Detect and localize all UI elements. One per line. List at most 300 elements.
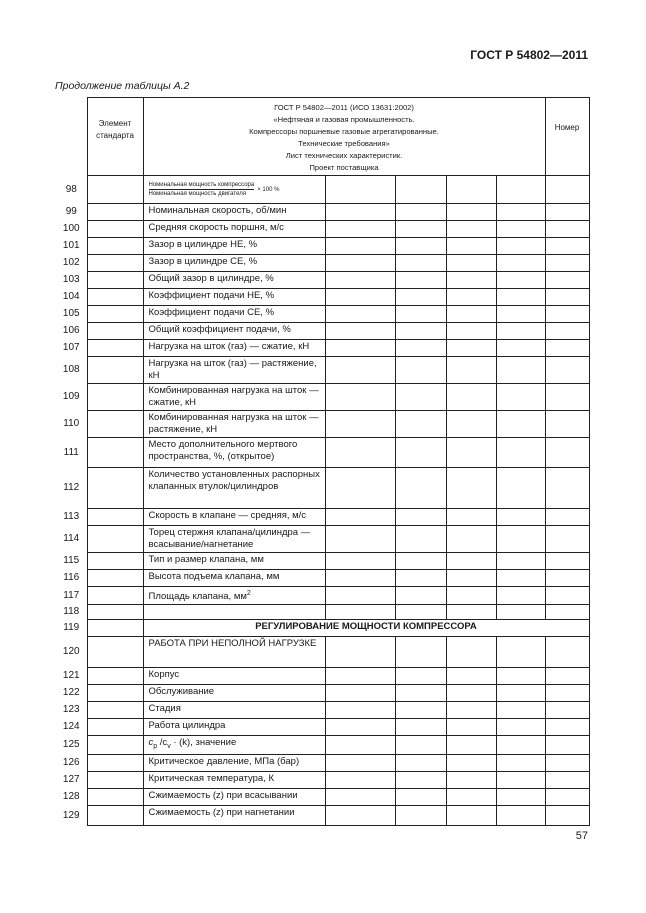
element-cell bbox=[87, 468, 143, 509]
value-cell bbox=[325, 272, 395, 289]
value-cell bbox=[446, 340, 496, 357]
value-cell bbox=[446, 605, 496, 620]
value-cell bbox=[446, 789, 496, 806]
value-cell bbox=[325, 526, 395, 553]
specification-table bbox=[56, 97, 590, 826]
table-caption: Продолжение таблицы А.2 bbox=[55, 80, 190, 92]
value-cell bbox=[446, 570, 496, 587]
number-gutter bbox=[56, 98, 87, 176]
value-cell bbox=[395, 438, 446, 468]
value-cell bbox=[325, 736, 395, 755]
value-cell bbox=[545, 384, 589, 411]
row-description: Сжимаемость (z) при всасывании bbox=[143, 789, 325, 806]
value-cell bbox=[496, 526, 545, 553]
row-description: Стадия bbox=[143, 702, 325, 719]
value-cell bbox=[325, 587, 395, 605]
element-cell bbox=[87, 755, 143, 772]
row-description: Критическая температура, К bbox=[143, 772, 325, 789]
table-row bbox=[56, 702, 589, 719]
row-number: 103 bbox=[56, 272, 87, 289]
element-cell bbox=[87, 509, 143, 526]
table-row bbox=[56, 587, 589, 605]
value-cell bbox=[545, 553, 589, 570]
row-text: Скорость в клапане — средняя, м/с bbox=[148, 510, 307, 521]
row-description bbox=[143, 526, 325, 553]
row-number: 122 bbox=[56, 685, 87, 702]
value-cell bbox=[496, 468, 545, 509]
element-cell bbox=[87, 255, 143, 272]
value-cell bbox=[545, 570, 589, 587]
element-cell bbox=[87, 323, 143, 340]
superscript: 2 bbox=[246, 590, 251, 597]
table-row bbox=[56, 637, 589, 668]
value-cell bbox=[446, 238, 496, 255]
element-cell bbox=[87, 176, 143, 204]
row-number: 107 bbox=[56, 340, 87, 357]
value-cell bbox=[545, 204, 589, 221]
row-text: /c bbox=[157, 737, 168, 749]
row-number: 116 bbox=[56, 570, 87, 587]
title-line: «Нефтяная и газовая промышленность. bbox=[273, 115, 415, 124]
row-number: 109 bbox=[56, 384, 87, 411]
table-row bbox=[56, 438, 589, 468]
value-cell bbox=[395, 553, 446, 570]
value-cell bbox=[325, 685, 395, 702]
row-text: · (k), значение bbox=[170, 737, 237, 749]
value-cell bbox=[496, 384, 545, 411]
row-description bbox=[143, 411, 325, 438]
value-cell bbox=[395, 755, 446, 772]
row-text: Нагрузка на шток (газ) — сжатие, кН bbox=[148, 341, 310, 352]
row-number: 99 bbox=[56, 204, 87, 221]
value-cell bbox=[395, 272, 446, 289]
value-cell bbox=[446, 411, 496, 438]
row-number: 104 bbox=[56, 289, 87, 306]
table-row bbox=[56, 755, 589, 772]
value-cell bbox=[395, 719, 446, 736]
row-number: 113 bbox=[56, 509, 87, 526]
title-line: ГОСТ Р 54802—2011 (ИСО 13631:2002) bbox=[274, 103, 414, 112]
value-cell bbox=[446, 587, 496, 605]
value-cell bbox=[496, 176, 545, 204]
element-cell bbox=[87, 719, 143, 736]
value-cell bbox=[545, 637, 589, 668]
value-cell bbox=[395, 357, 446, 384]
value-cell bbox=[496, 605, 545, 620]
table-row bbox=[56, 323, 589, 340]
value-cell bbox=[446, 755, 496, 772]
value-cell bbox=[325, 509, 395, 526]
row-description bbox=[143, 468, 325, 509]
row-text: Место дополнительного мертвого пространства, %, (открытое) bbox=[148, 439, 298, 462]
value-cell bbox=[446, 553, 496, 570]
value-cell bbox=[395, 468, 446, 509]
value-cell bbox=[496, 509, 545, 526]
value-cell bbox=[325, 176, 395, 204]
row-description bbox=[143, 570, 325, 587]
row-number: 100 bbox=[56, 221, 87, 238]
element-cell bbox=[87, 411, 143, 438]
value-cell bbox=[395, 289, 446, 306]
row-description bbox=[143, 509, 325, 526]
value-cell bbox=[545, 340, 589, 357]
value-cell bbox=[395, 789, 446, 806]
value-cell bbox=[325, 357, 395, 384]
value-cell bbox=[496, 411, 545, 438]
value-cell bbox=[395, 306, 446, 323]
value-cell bbox=[446, 685, 496, 702]
table-header-row bbox=[56, 98, 589, 176]
value-cell bbox=[395, 702, 446, 719]
row-text: c bbox=[148, 737, 154, 749]
row-number: 110 bbox=[56, 411, 87, 438]
value-cell bbox=[395, 238, 446, 255]
element-cell bbox=[87, 789, 143, 806]
row-description bbox=[143, 438, 325, 468]
standard-code: ГОСТ Р 54802—2011 bbox=[470, 48, 588, 62]
value-cell bbox=[496, 340, 545, 357]
value-cell bbox=[446, 289, 496, 306]
value-cell bbox=[545, 323, 589, 340]
value-cell bbox=[496, 587, 545, 605]
element-cell bbox=[87, 272, 143, 289]
row-number: 124 bbox=[56, 719, 87, 736]
row-number: 123 bbox=[56, 702, 87, 719]
row-description bbox=[143, 272, 325, 289]
title-line: Проект поставщика bbox=[309, 163, 379, 172]
table-row bbox=[56, 789, 589, 806]
value-cell bbox=[325, 438, 395, 468]
value-cell bbox=[545, 411, 589, 438]
row-description: Критическое давление, МПа (бар) bbox=[143, 755, 325, 772]
formula-denominator: Номинальная мощность двигателя bbox=[148, 191, 246, 197]
table-row bbox=[56, 289, 589, 306]
row-number: 117 bbox=[56, 587, 87, 605]
element-cell bbox=[87, 221, 143, 238]
table-row bbox=[56, 411, 589, 438]
table-row bbox=[56, 357, 589, 384]
row-number: 118 bbox=[56, 605, 87, 620]
value-cell bbox=[325, 806, 395, 826]
value-cell bbox=[496, 306, 545, 323]
row-number: 126 bbox=[56, 755, 87, 772]
table-row bbox=[56, 272, 589, 289]
value-cell bbox=[446, 806, 496, 826]
element-cell bbox=[87, 736, 143, 755]
row-number: 125 bbox=[56, 736, 87, 755]
value-cell bbox=[496, 789, 545, 806]
row-number: 114 bbox=[56, 526, 87, 553]
row-description bbox=[143, 736, 325, 755]
title-line: Лист технических характеристик. bbox=[285, 151, 403, 160]
row-description bbox=[143, 340, 325, 357]
value-cell bbox=[446, 357, 496, 384]
value-cell bbox=[545, 719, 589, 736]
value-cell bbox=[496, 438, 545, 468]
element-cell bbox=[87, 526, 143, 553]
row-number: 98 bbox=[56, 176, 87, 204]
value-cell bbox=[496, 755, 545, 772]
page-number: 57 bbox=[575, 830, 588, 842]
table-row bbox=[56, 620, 589, 637]
value-cell bbox=[446, 221, 496, 238]
value-cell bbox=[325, 306, 395, 323]
table-row bbox=[56, 509, 589, 526]
value-cell bbox=[446, 255, 496, 272]
element-cell bbox=[87, 570, 143, 587]
value-cell bbox=[545, 357, 589, 384]
element-cell bbox=[87, 702, 143, 719]
row-text: Коэффициент подачи НЕ, % bbox=[148, 290, 275, 301]
value-cell bbox=[446, 736, 496, 755]
value-cell bbox=[496, 553, 545, 570]
value-cell bbox=[325, 755, 395, 772]
value-cell bbox=[325, 289, 395, 306]
value-cell bbox=[496, 357, 545, 384]
row-description: Работа цилиндра bbox=[143, 719, 325, 736]
row-text: Высота подъема клапана, мм bbox=[148, 571, 280, 582]
table-row bbox=[56, 719, 589, 736]
row-description bbox=[143, 323, 325, 340]
table-row bbox=[56, 238, 589, 255]
value-cell bbox=[395, 668, 446, 685]
value-cell bbox=[446, 176, 496, 204]
value-cell bbox=[496, 238, 545, 255]
value-cell bbox=[545, 306, 589, 323]
value-cell bbox=[496, 323, 545, 340]
row-number: 128 bbox=[56, 789, 87, 806]
value-cell bbox=[325, 772, 395, 789]
formula-numerator: Номинальная мощность компрессора bbox=[148, 182, 255, 188]
row-text: Средняя скорость поршня, м/с bbox=[148, 222, 284, 233]
element-cell bbox=[87, 289, 143, 306]
value-cell bbox=[446, 668, 496, 685]
value-cell bbox=[496, 221, 545, 238]
element-cell bbox=[87, 340, 143, 357]
value-cell bbox=[395, 772, 446, 789]
row-text: Общий коэффициент подачи, % bbox=[148, 324, 291, 335]
row-description bbox=[143, 221, 325, 238]
row-text: Номинальная скорость, об/мин bbox=[148, 205, 287, 216]
row-text: Нагрузка на шток (газ) — растяжение, кН bbox=[148, 358, 317, 381]
value-cell bbox=[496, 668, 545, 685]
table-row bbox=[56, 176, 589, 204]
value-cell bbox=[545, 772, 589, 789]
table-row bbox=[56, 468, 589, 509]
value-cell bbox=[395, 685, 446, 702]
section-title: РЕГУЛИРОВАНИЕ МОЩНОСТИ КОМПРЕССОРА bbox=[143, 620, 589, 637]
table-row bbox=[56, 668, 589, 685]
value-cell bbox=[325, 238, 395, 255]
row-number: 121 bbox=[56, 668, 87, 685]
table-row bbox=[56, 526, 589, 553]
value-cell bbox=[496, 289, 545, 306]
value-cell bbox=[496, 204, 545, 221]
value-cell bbox=[545, 736, 589, 755]
value-cell bbox=[446, 384, 496, 411]
row-description: Корпус bbox=[143, 668, 325, 685]
value-cell bbox=[395, 340, 446, 357]
formula-cell bbox=[143, 176, 325, 204]
row-description bbox=[143, 306, 325, 323]
element-cell bbox=[87, 384, 143, 411]
element-cell bbox=[87, 357, 143, 384]
row-number: 112 bbox=[56, 468, 87, 509]
element-cell bbox=[87, 668, 143, 685]
value-cell bbox=[325, 411, 395, 438]
table-row bbox=[56, 384, 589, 411]
value-cell bbox=[446, 772, 496, 789]
value-cell bbox=[446, 637, 496, 668]
value-cell bbox=[446, 204, 496, 221]
table-row bbox=[56, 685, 589, 702]
row-description bbox=[143, 587, 325, 605]
value-cell bbox=[325, 719, 395, 736]
row-description bbox=[143, 289, 325, 306]
value-cell bbox=[496, 272, 545, 289]
element-cell bbox=[87, 685, 143, 702]
row-text: Комбинированная нагрузка на шток — растяжение, кН bbox=[148, 412, 319, 435]
row-description bbox=[143, 384, 325, 411]
value-cell bbox=[325, 340, 395, 357]
value-cell bbox=[496, 255, 545, 272]
row-description bbox=[143, 357, 325, 384]
value-cell bbox=[545, 526, 589, 553]
value-cell bbox=[545, 221, 589, 238]
value-cell bbox=[395, 255, 446, 272]
table-row bbox=[56, 772, 589, 789]
element-cell bbox=[87, 806, 143, 826]
value-cell bbox=[446, 468, 496, 509]
value-cell bbox=[545, 509, 589, 526]
value-cell bbox=[325, 570, 395, 587]
row-description bbox=[143, 553, 325, 570]
value-cell bbox=[395, 570, 446, 587]
value-cell bbox=[446, 323, 496, 340]
row-text: Количество установленных распорных клапанных втулок/цилиндров bbox=[148, 469, 320, 492]
value-cell bbox=[545, 438, 589, 468]
row-text: Зазор в цилиндре СЕ, % bbox=[148, 256, 258, 267]
row-description: Сжимаемость (z) при нагнетании bbox=[143, 806, 325, 826]
value-cell bbox=[325, 323, 395, 340]
element-cell bbox=[87, 306, 143, 323]
sheet-title-header bbox=[143, 98, 545, 176]
value-cell bbox=[496, 806, 545, 826]
element-cell bbox=[87, 620, 143, 637]
value-cell bbox=[446, 438, 496, 468]
value-cell bbox=[496, 570, 545, 587]
row-number: 120 bbox=[56, 637, 87, 668]
value-cell bbox=[325, 637, 395, 668]
table-row bbox=[56, 570, 589, 587]
value-cell bbox=[395, 221, 446, 238]
element-cell bbox=[87, 204, 143, 221]
value-cell bbox=[545, 272, 589, 289]
element-cell bbox=[87, 605, 143, 620]
value-cell bbox=[325, 605, 395, 620]
value-cell bbox=[446, 719, 496, 736]
value-cell bbox=[395, 526, 446, 553]
row-description bbox=[143, 204, 325, 221]
row-number: 115 bbox=[56, 553, 87, 570]
value-cell bbox=[446, 702, 496, 719]
value-cell bbox=[496, 719, 545, 736]
row-text: Площадь клапана, мм bbox=[148, 591, 247, 603]
element-cell bbox=[87, 637, 143, 668]
element-header: Элемент стандарта bbox=[87, 98, 143, 176]
element-cell bbox=[87, 772, 143, 789]
value-cell bbox=[325, 255, 395, 272]
subscript: v bbox=[167, 743, 171, 751]
value-cell bbox=[446, 526, 496, 553]
row-text: Коэффициент подачи СЕ, % bbox=[148, 307, 275, 318]
table-row bbox=[56, 736, 589, 755]
value-cell bbox=[545, 668, 589, 685]
value-cell bbox=[545, 702, 589, 719]
value-cell bbox=[545, 587, 589, 605]
row-number: 129 bbox=[56, 806, 87, 826]
row-text: Зазор в цилиндре НЕ, % bbox=[148, 239, 258, 250]
row-text: Торец стержня клапана/цилиндра — всасывание/нагнетание bbox=[148, 527, 311, 550]
table-row bbox=[56, 306, 589, 323]
value-cell bbox=[325, 221, 395, 238]
value-cell bbox=[325, 553, 395, 570]
value-cell bbox=[446, 272, 496, 289]
element-cell bbox=[87, 553, 143, 570]
value-cell bbox=[395, 323, 446, 340]
table-row bbox=[56, 204, 589, 221]
value-cell bbox=[395, 587, 446, 605]
row-description bbox=[143, 255, 325, 272]
number-header: Номер bbox=[545, 98, 589, 176]
value-cell bbox=[395, 176, 446, 204]
value-cell bbox=[446, 509, 496, 526]
row-number: 108 bbox=[56, 357, 87, 384]
subscript: p bbox=[153, 743, 158, 751]
value-cell bbox=[545, 238, 589, 255]
value-cell bbox=[395, 637, 446, 668]
value-cell bbox=[496, 637, 545, 668]
row-number: 106 bbox=[56, 323, 87, 340]
table-row bbox=[56, 806, 589, 826]
row-number: 102 bbox=[56, 255, 87, 272]
row-number: 101 bbox=[56, 238, 87, 255]
value-cell bbox=[325, 789, 395, 806]
row-number: 119 bbox=[56, 620, 87, 637]
value-cell bbox=[325, 204, 395, 221]
value-cell bbox=[325, 468, 395, 509]
row-number: 127 bbox=[56, 772, 87, 789]
formula-multiplier: × 100 % bbox=[257, 186, 280, 193]
element-cell bbox=[87, 438, 143, 468]
element-cell bbox=[87, 587, 143, 605]
value-cell bbox=[395, 806, 446, 826]
table-row bbox=[56, 255, 589, 272]
value-cell bbox=[545, 806, 589, 826]
value-cell bbox=[545, 468, 589, 509]
value-cell bbox=[496, 702, 545, 719]
value-cell bbox=[325, 702, 395, 719]
value-cell bbox=[545, 289, 589, 306]
row-description bbox=[143, 238, 325, 255]
value-cell bbox=[395, 384, 446, 411]
value-cell bbox=[395, 411, 446, 438]
row-number: 111 bbox=[56, 438, 87, 468]
table-row bbox=[56, 553, 589, 570]
value-cell bbox=[496, 685, 545, 702]
row-description: РАБОТА ПРИ НЕПОЛНОЙ НАГРУЗКЕ bbox=[143, 637, 325, 668]
row-description: Обслуживание bbox=[143, 685, 325, 702]
